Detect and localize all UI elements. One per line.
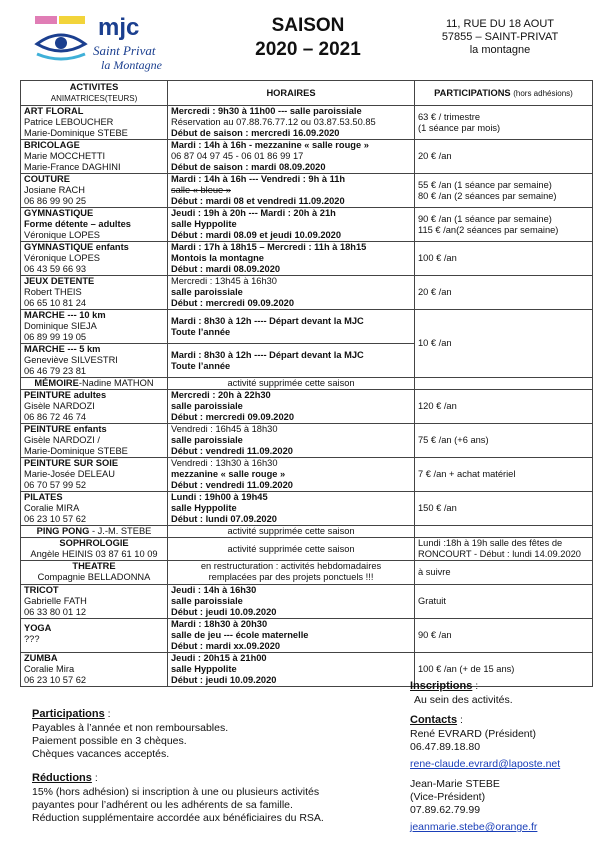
activity-cell: ZUMBA Coralie Mira 06 23 10 57 62 [21,653,168,687]
hours-cell: Mercredi : 9h30 à 11h00 --- salle paroissiale Réservation au 07.88.76.77.12 ou 03.87.53.50.85 Début de saison : mercredi 16.09.2020 [168,106,415,140]
activity-cell: TRICOT Gabrielle FATH 06 33 80 01 12 [21,585,168,619]
hours-cell: Jeudi : 19h à 20h --- Mardi : 20h à 21h salle Hyppolite Début : mardi 08.09 et jeudi 10.09.2020 [168,208,415,242]
hours-cell: Mardi : 14h à 16h --- Vendredi : 9h à 11h salle « bleue » Début : mardi 08 et vendredi 11.09.2020 [168,174,415,208]
table-row [21,208,593,242]
mjc-logo-eye-icon [33,14,89,66]
hours-cell: en restructuration : activités hebdomadaires remplacées par des projets ponctuels !!! [168,561,415,585]
table-header-row [21,81,593,106]
hours-cell: Vendredi : 16h45 à 18h30 salle paroissiale Début : vendredi 11.09.2020 [168,424,415,458]
price-cell: 75 € /an (+6 ans) [415,424,593,458]
hours-cell: Mardi : 8h30 à 12h ---- Départ devant la MJC Toute l’année [168,310,415,344]
table-row [21,424,593,458]
price-cell: 63 € / trimestre (1 séance par mois) [415,106,593,140]
activity-cell: PEINTURE adultes Gisèle NARDOZI 06 86 72 46 74 [21,390,168,424]
hours-cell: Jeudi : 14h à 16h30 salle paroissiale Début : jeudi 10.09.2020 [168,585,415,619]
price-cell: 150 € /an [415,492,593,526]
activity-cell: MÉMOIRE-Nadine MATHON [21,378,168,390]
hours-cell: Mardi : 8h30 à 12h ---- Départ devant la MJC Toute l’année [168,344,415,378]
activity-cell: YOGA ??? [21,619,168,653]
hours-cell: Mercredi : 20h à 22h30 salle paroissiale Début : mercredi 09.09.2020 [168,390,415,424]
hours-cell: Mardi : 18h30 à 20h30 salle de jeu --- école maternelle Début : mardi xx.09.2020 [168,619,415,653]
participations-line1: Payables à l’année et non remboursables. [32,722,229,734]
address-block [408,18,592,57]
activity-cell: PEINTURE SUR SOIE Marie-Josée DELEAU 06 70 57 99 52 [21,458,168,492]
table-row [21,492,593,526]
activity-cell: PILATES Coralie MIRA 06 23 10 57 62 [21,492,168,526]
hours-cell: Jeudi : 20h15 à 21h00 salle Hyppolite Début : jeudi 10.09.2020 [168,653,415,687]
reductions-line2: payantes pour l’adhérent ou les adhérents de sa famille. [32,799,293,811]
participations-section: Participations : Payables à l’année et non remboursables. Paiement possible en 3 chèques. Chèques vacances acceptés. [32,704,392,761]
mjc-logo [33,12,183,72]
inscriptions-heading: Inscriptions [410,680,473,692]
table-row [21,242,593,276]
price-cell: Gratuit [415,585,593,619]
table-row [21,106,593,140]
reductions-heading: Réductions [32,772,92,784]
address-line3: la montagne [469,44,531,56]
header-activities: ACTIVITES ANIMATRICES(TEURS) [21,81,168,106]
price-cell: 10 € /an [415,310,593,378]
price-cell [415,526,593,538]
price-cell: 120 € /an [415,390,593,424]
table-row [21,390,593,424]
hours-cell: Lundi : 19h00 à 19h45 salle Hyppolite Début : lundi 07.09.2020 [168,492,415,526]
table-row [21,310,593,344]
logo-mjc-text: mjc [98,14,140,41]
table-row [21,619,593,653]
contact1-phone: 06.47.89.18.80 [410,741,481,753]
price-cell [415,378,593,390]
activity-cell: COUTURE Josiane RACH 06 86 99 90 25 [21,174,168,208]
contact2-email-link[interactable]: jeanmarie.stebe@orange.fr [410,821,538,833]
table-row [21,561,593,585]
price-cell: 90 € /an (1 séance par semaine) 115 € /an(2 séances par semaine) [415,208,593,242]
price-cell: Lundi :18h à 19h salle des fêtes de RONCOURT - Début : lundi 14.09.2020 [415,538,593,561]
hours-cell: Vendredi : 13h30 à 16h30 mezzanine « salle rouge » Début : vendredi 11.09.2020 [168,458,415,492]
activity-cell: GYMNASTIQUE Forme détente – adultes Véronique LOPES [21,208,168,242]
activity-cell: PEINTURE enfants Gisèle NARDOZI / Marie-Dominique STEBE [21,424,168,458]
logo-line2: la Montagne [101,58,162,72]
title-line1: SAISON [271,15,345,36]
price-cell: 55 € /an (1 séance par semaine) 80 € /an (2 séances par semaine) [415,174,593,208]
contacts-section: Contacts : René EVRARD (Président) 06.47.89.18.80 rene-claude.evrard@laposte.net Jean-Marie STEBE (Vice-Président) 07.89.62.79.99 jeanmarie.stebe@orange.fr [410,710,595,835]
table-row [21,458,593,492]
activity-cell: JEUX DETENTE Robert THEIS 06 65 10 81 24 [21,276,168,310]
activity-cell: MARCHE --- 10 km Dominique SIEJA 06 89 99 19 05 [21,310,168,344]
table-row [21,585,593,619]
price-cell: 20 € /an [415,140,593,174]
contact2-name: Jean-Marie STEBE [410,778,500,790]
contact1-name: René EVRARD (Président) [410,728,537,740]
page-title [248,14,368,62]
table-row [21,140,593,174]
header-hours: HORAIRES [168,81,415,106]
title-line2: 2020 – 2021 [255,39,361,60]
contact1-email-link[interactable]: rene-claude.evrard@laposte.net [410,758,561,770]
contacts-heading: Contacts [410,714,458,726]
hours-cell: Mercredi : 13h45 à 16h30 salle paroissiale Début : mercredi 09.09.2020 [168,276,415,310]
logo-line1: Saint Privat [93,43,156,58]
activity-cell: BRICOLAGE Marie MOCCHETTI Marie-France DAGHINI [21,140,168,174]
activity-cell: MARCHE --- 5 km Geneviève SILVESTRI 06 46 79 23 81 [21,344,168,378]
activity-cell: GYMNASTIQUE enfants Véronique LOPES 06 43 59 66 93 [21,242,168,276]
hours-cell: activité supprimée cette saison [168,378,415,390]
price-cell: à suivre [415,561,593,585]
header-participations: PARTICIPATIONS (hors adhésions) [415,81,593,106]
address-line1: 11, RUE DU 18 AOUT [446,18,554,30]
contact2-phone: 07.89.62.79.99 [410,804,481,816]
schedule-table [20,80,593,687]
price-cell: 100 € /an [415,242,593,276]
hours-cell: Mardi : 14h à 16h - mezzanine « salle rouge » 06 87 04 97 45 - 06 01 86 99 17 Début de saison : mardi 08.09.2020 [168,140,415,174]
contact2-role: (Vice-Président) [410,791,486,803]
participations-line3: Chèques vacances acceptés. [32,748,170,760]
activity-cell: THEATRE Compagnie BELLADONNA [21,561,168,585]
participations-line2: Paiement possible en 3 chèques. [32,735,187,747]
reductions-line1: 15% (hors adhésion) si inscription à une ou plusieurs activités [32,786,320,798]
reductions-section: Réductions : 15% (hors adhésion) si inscription à une ou plusieurs activités payantes pour l’adhérent ou les adhérents de sa famille. Réduction supplémentaire accordée aux bénéficiaires du RSA. [32,768,392,825]
price-cell: 7 € /an + achat matériel [415,458,593,492]
inscriptions-line1: Au sein des activités. [414,694,513,706]
activity-cell: ART FLORAL Patrice LEBOUCHER Marie-Dominique STEBE [21,106,168,140]
inscriptions-section: Inscriptions : Au sein des activités. [410,676,590,707]
reductions-line3: Réduction supplémentaire accordée aux bénéficiaires du RSA. [32,812,324,824]
activity-cell: PING PONG - J.-M. STEBE [21,526,168,538]
hours-cell: activité supprimée cette saison [168,538,415,561]
price-cell: 90 € /an [415,619,593,653]
hours-cell: Mardi : 17h à 18h15 – Mercredi : 11h à 18h15 Montois la montagne Début : mardi 08.09.2020 [168,242,415,276]
table-row [21,526,593,538]
table-row [21,538,593,561]
table-row [21,174,593,208]
table-row [21,276,593,310]
activity-cell: SOPHROLOGIE Angèle HEINIS 03 87 61 10 09 [21,538,168,561]
price-cell: 100 € /an (+ de 15 ans) [415,653,593,687]
address-line2: 57855 – SAINT-PRIVAT [441,31,559,43]
price-cell: 20 € /an [415,276,593,310]
participations-heading: Participations [32,708,105,720]
table-row [21,378,593,390]
hours-cell: activité supprimée cette saison [168,526,415,538]
